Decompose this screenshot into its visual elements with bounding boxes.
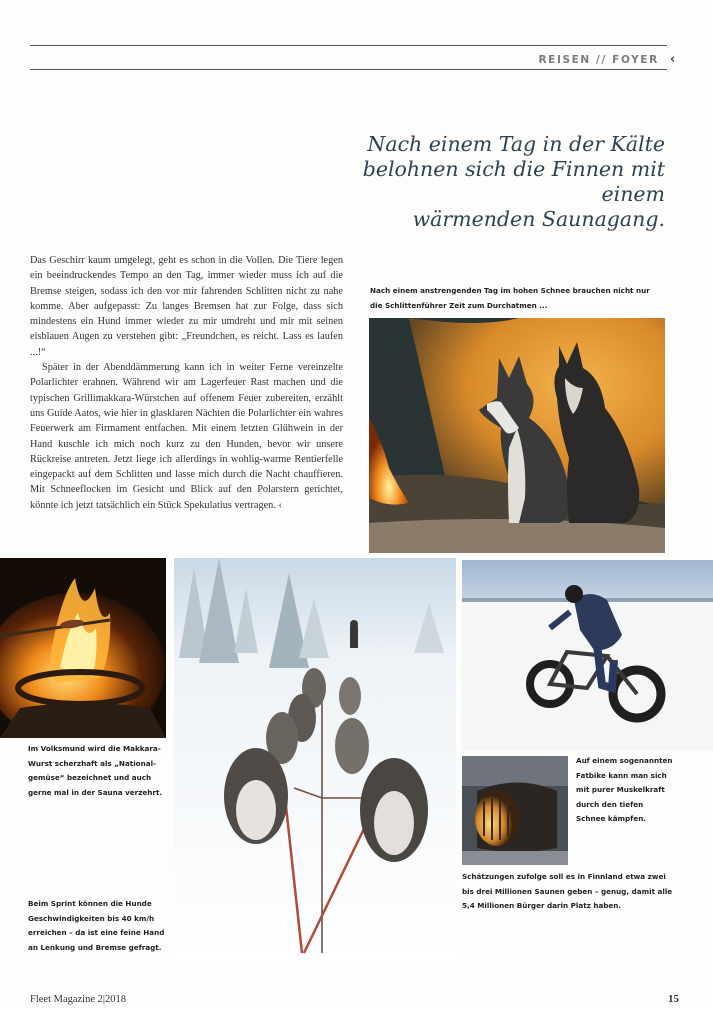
photo-huskies-campfire xyxy=(369,318,665,553)
headline-line: belohnen sich die Finnen mit einem xyxy=(362,157,665,206)
headline-line: Nach einem Tag in der Kälte xyxy=(367,132,665,156)
chevron-left-icon: ‹ xyxy=(670,52,677,67)
article-body xyxy=(30,253,343,513)
section-header xyxy=(539,52,678,67)
top-rule-lower xyxy=(30,69,667,70)
footer-magazine: Fleet Magazine 2|2018 xyxy=(30,994,126,1005)
photo-fatbike xyxy=(462,560,713,750)
photo-makkara-fire xyxy=(0,558,166,738)
article-paragraph xyxy=(30,360,343,513)
paragraph-text: Später in der Abenddämmerung kann ich in weiter Ferne vereinzelte Polarlichter erahnen. Während wir am Lagerfeuer Rast machen und die typischen Grillimakkara-Würstchen auf offenem Feuer zubereiten, erzählt uns Guide Aatos, wie hier in glasklaren Nächten die Polarlichter ein wahres Feuerwerk am Firmament entfachen. Mit einem letzten Glühwein in der Hand kuschle ich mich noch kurz zu den Hunden, bevor wir unsere Rückreise antreten. Jetzt liege ich allerdings in wohlig-warme Rentierfelle eingepackt auf dem Schlitten und lasse mich durch die Nacht chauffieren. Mit Schneeflocken im Gesicht und Blick auf den Polarstern gerichtet, könnte ich jetzt tatsächlich ein Stück Spekulatius vertragen. xyxy=(30,362,343,511)
page-number: 15 xyxy=(668,993,679,1005)
article-paragraph: Das Geschirr kaum umgelegt, geht es schon in die Vollen. Die Tiere legen ein beeindruckendes Tempo an den Tag, immer wieder muss ich auf die Bremse steigen, sodass ich den vor mir fahrenden Schlitten nicht zu nahe komme. Aber aufgepasst: Zu langes Bremsen hat zur Folge, dass sich mindestens ein Hund immer wieder zu mir umdreht und mir mit seinen eisblauen Augen zu verstehen gibt: „Freundchen, es reicht. Lass es laufen ...!“ xyxy=(30,255,343,358)
caption-fatbike: Auf einem sogenannten Fatbike kann man sich mit purer Muskelkraft durch den tiefen Schnee kämpfen. xyxy=(576,756,673,824)
sled-dog-team-image xyxy=(174,558,456,960)
caption-sauna: Schätzungen zufolge soll es in Finnland etwa zwei bis drei Millionen Saunen geben – genug, damit alle 5,4 Millionen Bürger darin Platz haben. xyxy=(462,872,673,911)
sauna-image xyxy=(462,756,568,865)
caption-makkara: Im Volksmund wird die Makkara-Wurst scherzhaft als „National-gemüse“ bezeichnet und auch gerne mal in der Sauna verzehrt. xyxy=(28,744,163,797)
caption-huskies-rest: Nach einem anstrengenden Tag im hohen Schnee brauchen nicht nur die Schlittenführer Zeit zum Durchatmen ... xyxy=(370,286,650,310)
makkara-fire-image xyxy=(0,558,166,738)
top-rule-upper xyxy=(30,45,667,46)
pull-quote-headline xyxy=(305,132,665,232)
end-mark-icon: ‹ xyxy=(275,499,282,511)
huskies-campfire-image xyxy=(369,318,665,553)
headline-line: wärmenden Saunagang. xyxy=(412,207,665,231)
caption-sprint: Beim Sprint können die Hunde Geschwindigkeiten bis 40 km/h erreichen – da ist eine feine Hand an Lenkung und Bremse gefragt. xyxy=(28,899,165,952)
photo-sled-dog-team xyxy=(174,558,456,960)
section-label: REISEN // FOYER xyxy=(538,54,659,66)
photo-sauna xyxy=(462,756,568,865)
fatbike-image xyxy=(462,560,713,750)
